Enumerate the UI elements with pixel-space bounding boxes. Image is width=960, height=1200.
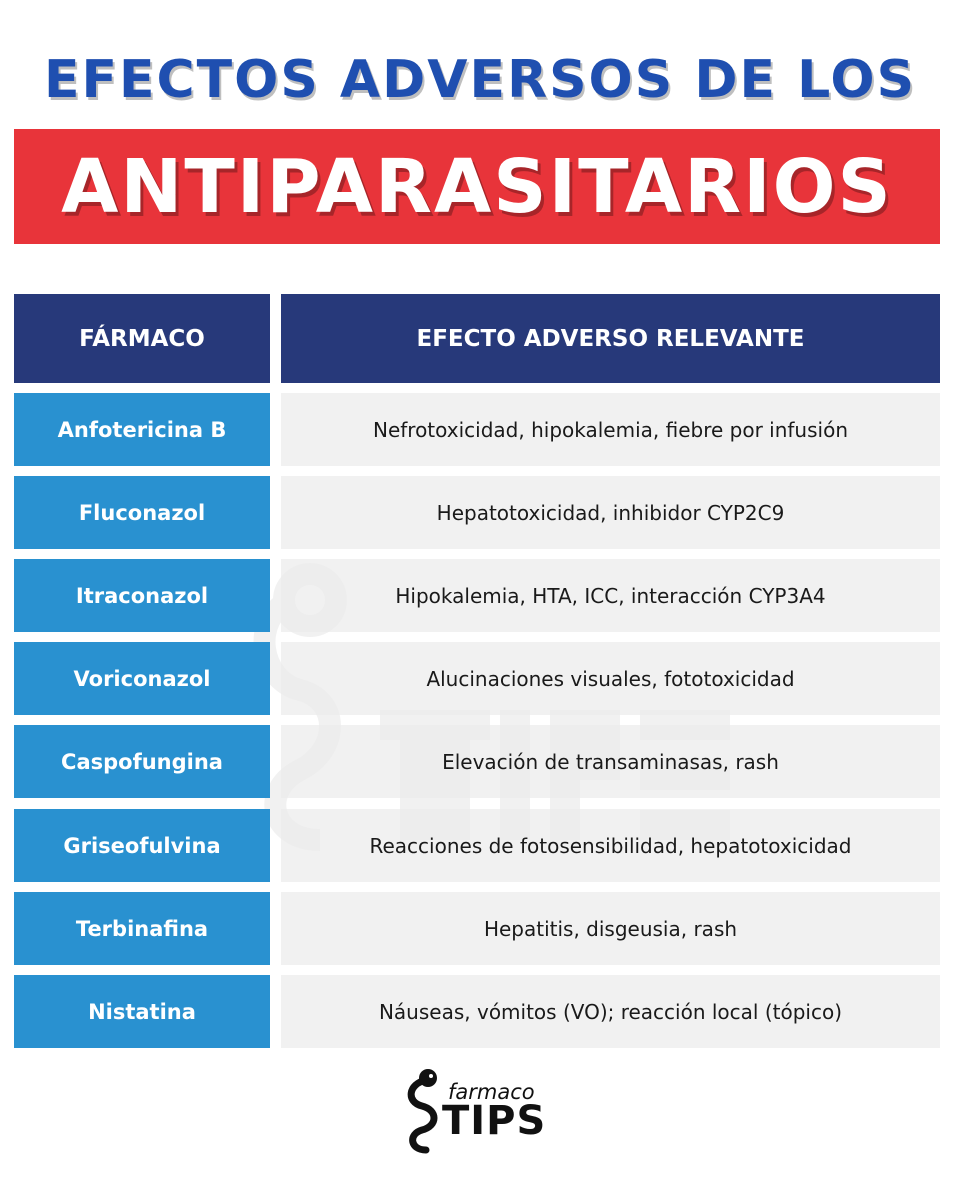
header-effect: EFECTO ADVERSO RELEVANTE — [281, 294, 940, 383]
banner-title: ANTIPARASITARIOS — [61, 143, 893, 230]
drug-cell: Griseofulvina — [14, 809, 270, 882]
drug-cell: Nistatina — [14, 975, 270, 1048]
drug-cell: Terbinafina — [14, 892, 270, 965]
drug-cell: Caspofungina — [14, 725, 270, 798]
logo-word-tips: TIPS — [442, 1098, 547, 1144]
logo-word-farmaco: farmaco — [448, 1080, 535, 1104]
brand-logo — [400, 1066, 550, 1156]
table-row — [14, 393, 940, 466]
effect-cell: Reacciones de fotosensibilidad, hepatotoxicidad — [281, 809, 940, 882]
page-title: EFECTOS ADVERSOS DE LOS — [43, 50, 917, 110]
table-row — [14, 809, 940, 882]
effect-cell: Nefrotoxicidad, hipokalemia, fiebre por infusión — [281, 393, 940, 466]
effect-cell: Hipokalemia, HTA, ICC, interacción CYP3A4 — [281, 559, 940, 632]
title-banner — [14, 129, 940, 244]
effect-cell: Elevación de transaminasas, rash — [281, 725, 940, 798]
table-row — [14, 975, 940, 1048]
drug-cell: Voriconazol — [14, 642, 270, 715]
table-row — [14, 892, 940, 965]
table-row — [14, 476, 940, 549]
effect-cell: Náuseas, vómitos (VO); reacción local (tópico) — [281, 975, 940, 1048]
table-row — [14, 642, 940, 715]
snake-icon — [400, 1066, 448, 1156]
effect-cell: Hepatotoxicidad, inhibidor CYP2C9 — [281, 476, 940, 549]
table-row — [14, 559, 940, 632]
effect-cell: Hepatitis, disgeusia, rash — [281, 892, 940, 965]
drug-cell: Fluconazol — [14, 476, 270, 549]
drug-cell: Itraconazol — [14, 559, 270, 632]
header-drug: FÁRMACO — [14, 294, 270, 383]
table-row — [14, 725, 940, 798]
effect-cell: Alucinaciones visuales, fototoxicidad — [281, 642, 940, 715]
drug-cell: Anfotericina B — [14, 393, 270, 466]
